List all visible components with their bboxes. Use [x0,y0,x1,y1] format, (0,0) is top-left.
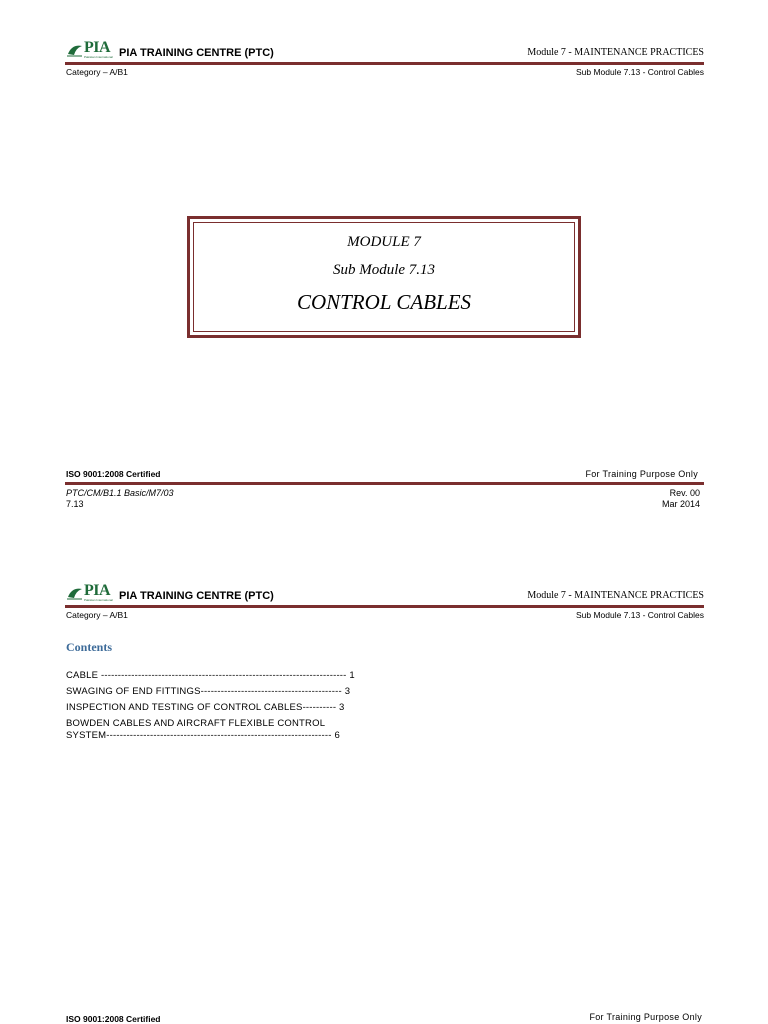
pia-crest-icon [66,585,84,601]
header-rule [65,62,704,65]
module-title: Module 7 - MAINTENANCE PRACTICES [527,590,704,601]
pia-logo [66,40,113,59]
doc-id: PTC/CM/B1.1 Basic/M7/03 [66,488,174,498]
logo-subtext: Pakistan International [84,598,113,602]
iso-label: ISO 9001:2008 Certified [66,469,161,479]
module-heading: MODULE 7 [347,234,421,250]
sub-module-heading: Sub Module 7.13 [332,262,436,278]
pia-crest-icon [66,42,84,58]
date: Mar 2014 [661,499,700,509]
centre-name: PIA TRAINING CENTRE (PTC) [119,590,274,602]
pia-logo [66,583,113,602]
iso-label: ISO 9001:2008 Certified [66,1014,161,1024]
toc-entry-swaging[interactable]: SWAGING OF END FITTINGS------------------------------------------ 3 [66,686,351,697]
training-label: For Training Purpose Only [589,1012,702,1022]
logo-subtext: Pakistan International [84,55,113,59]
logo-text: PIA [84,582,111,599]
toc-entry-bowden-line1[interactable]: BOWDEN CABLES AND AIRCRAFT FLEXIBLE CONTROL [66,718,326,729]
sub-module-label: Sub Module 7.13 - Control Cables [575,610,704,620]
document-title: CONTROL CABLES [296,290,472,314]
category-label: Category – A/B1 [66,67,128,77]
logo-text: PIA [84,39,111,56]
toc-entry-cable[interactable]: CABLE ------------------------------------------------------------------------- 1 [66,670,355,681]
toc-entry-inspection[interactable]: INSPECTION AND TESTING OF CONTROL CABLES---------- 3 [66,702,345,713]
section-number: 7.13 [66,499,84,509]
sub-module-label: Sub Module 7.13 - Control Cables [575,67,704,77]
revision: Rev. 00 [669,488,700,498]
title-box [187,216,581,338]
header-rule [65,605,704,608]
centre-name: PIA TRAINING CENTRE (PTC) [119,47,274,59]
contents-heading: Contents [66,640,113,654]
module-title: Module 7 - MAINTENANCE PRACTICES [527,47,704,58]
footer-rule [65,482,704,485]
training-label: For Training Purpose Only [585,469,698,479]
category-label: Category – A/B1 [66,610,128,620]
toc-entry-bowden-line2[interactable]: SYSTEM------------------------------------------------------------------- 6 [66,730,340,741]
